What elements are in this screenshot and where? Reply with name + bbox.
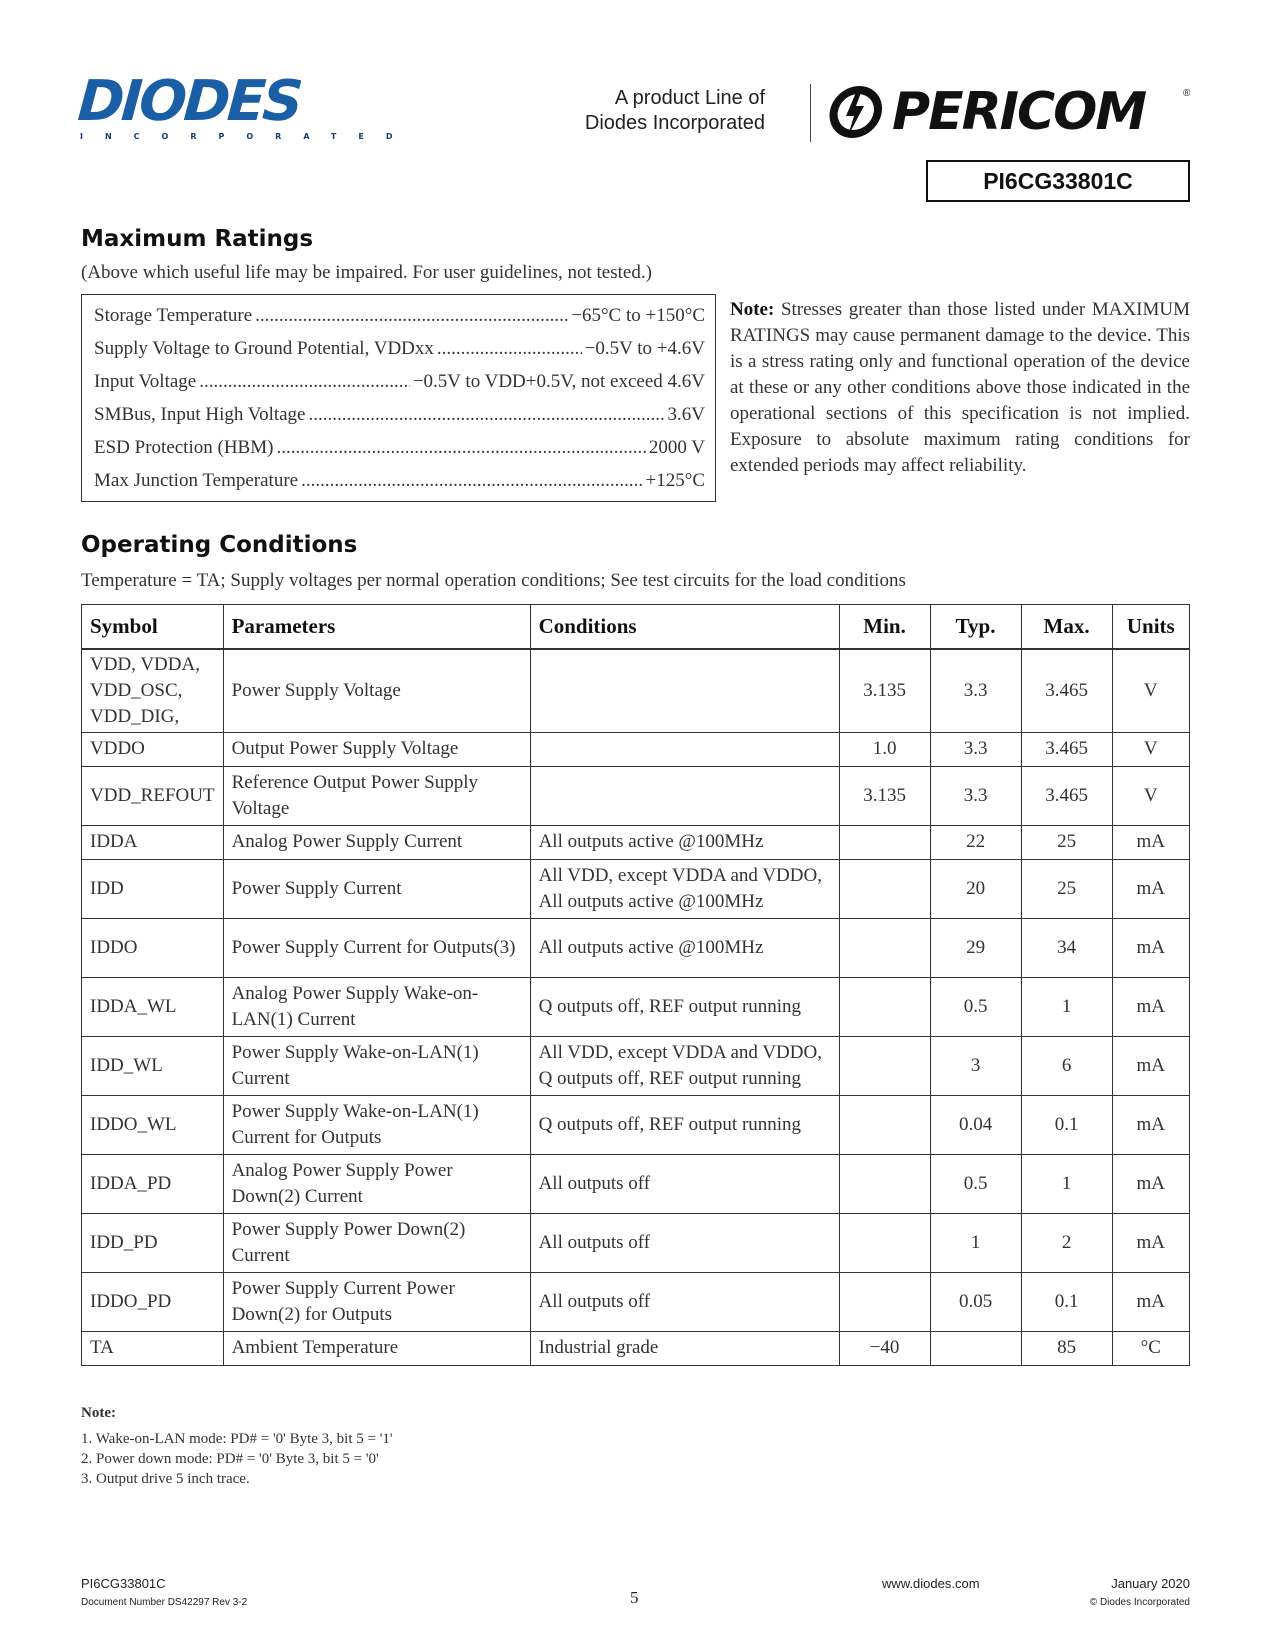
condition-cell: All VDD, except VDDA and VDDO, Q outputs off, REF output running: [530, 1036, 839, 1095]
parameter-cell: Power Supply Current for Outputs(3): [223, 918, 530, 977]
condition-cell: All outputs off: [530, 1154, 839, 1213]
typ-cell: 0.04: [930, 1095, 1021, 1154]
symbol-cell: IDD: [82, 859, 224, 918]
min-cell: [839, 825, 930, 859]
max-cell: 34: [1021, 918, 1112, 977]
typ-cell: 1: [930, 1213, 1021, 1272]
ratings-box: [81, 294, 716, 502]
rating-value: 3.6V: [667, 404, 705, 425]
typ-cell: 29: [930, 918, 1021, 977]
header-conditions: Conditions: [530, 605, 839, 650]
max-cell: 3.465: [1021, 766, 1112, 825]
rating-value: −0.5V to VDD+0.5V, not exceed 4.6V: [412, 371, 705, 392]
rating-row: [94, 398, 705, 431]
min-cell: [839, 859, 930, 918]
parameter-cell: Ambient Temperature: [223, 1331, 530, 1365]
rating-value: 2000 V: [648, 437, 705, 458]
rating-label: Supply Voltage to Ground Potential, VDDxx: [94, 338, 434, 359]
condition-cell: All outputs active @100MHz: [530, 825, 839, 859]
note-item: 2. Power down mode: PD# = '0' Byte 3, bit 5 = '0': [81, 1451, 379, 1467]
rating-row: [94, 299, 705, 332]
min-cell: 3.135: [839, 766, 930, 825]
units-cell: V: [1112, 766, 1189, 825]
table-header-row: [82, 605, 1190, 650]
typ-cell: 0.05: [930, 1272, 1021, 1331]
parameter-cell: Analog Power Supply Power Down(2) Current: [223, 1154, 530, 1213]
typ-cell: 0.5: [930, 1154, 1021, 1213]
typ-cell: 3.3: [930, 732, 1021, 766]
min-cell: [839, 1213, 930, 1272]
min-cell: 1.0: [839, 732, 930, 766]
rating-label: ESD Protection (HBM): [94, 437, 274, 458]
max-cell: 0.1: [1021, 1095, 1112, 1154]
units-cell: V: [1112, 732, 1189, 766]
footer-page-number: 5: [630, 1588, 639, 1607]
parameter-cell: Power Supply Wake-on-LAN(1) Current for Outputs: [223, 1095, 530, 1154]
min-cell: −40: [839, 1331, 930, 1365]
symbol-cell: IDDO: [82, 918, 224, 977]
footer-copyright: © Diodes Incorporated: [1089, 1597, 1190, 1608]
condition-cell: Q outputs off, REF output running: [530, 1095, 839, 1154]
leader-dots: [199, 365, 410, 398]
parameter-cell: Power Supply Current Power Down(2) for Outputs: [223, 1272, 530, 1331]
product-line-2: Diodes Incorporated: [584, 112, 765, 134]
symbol-cell: IDD_WL: [82, 1036, 224, 1095]
header-max: Max.: [1021, 605, 1112, 650]
condition-cell: [530, 649, 839, 732]
table-notes: [81, 1403, 393, 1489]
parameter-cell: Power Supply Wake-on-LAN(1) Current: [223, 1036, 530, 1095]
units-cell: mA: [1112, 1036, 1189, 1095]
parameter-cell: Power Supply Voltage: [223, 649, 530, 732]
min-cell: [839, 1154, 930, 1213]
rating-label: Input Voltage: [94, 371, 197, 392]
notes-title: Note:: [81, 1405, 116, 1421]
typ-cell: 3.3: [930, 766, 1021, 825]
condition-cell: All outputs active @100MHz: [530, 918, 839, 977]
condition-cell: [530, 732, 839, 766]
diodes-logo-word: DIODES: [75, 69, 303, 134]
parameter-cell: Reference Output Power Supply Voltage: [223, 766, 530, 825]
units-cell: V: [1112, 649, 1189, 732]
typ-cell: 22: [930, 825, 1021, 859]
typ-cell: 3.3: [930, 649, 1021, 732]
symbol-text: VDD, VDDA, VDD_OSC, VDD_DIG,: [90, 653, 200, 727]
leader-dots: [437, 332, 582, 365]
table-row: [82, 766, 1190, 825]
max-cell: 6: [1021, 1036, 1112, 1095]
footer-website-link[interactable]: www.diodes.com: [882, 1576, 980, 1591]
max-ratings-subtitle: (Above which useful life may be impaired. For user guidelines, not tested.): [81, 262, 652, 283]
header-symbol: Symbol: [82, 605, 224, 650]
note-item: 1. Wake-on-LAN mode: PD# = '0' Byte 3, bit 5 = '1': [81, 1431, 393, 1447]
rating-label: Max Junction Temperature: [94, 470, 299, 491]
table-row: [82, 649, 1190, 732]
product-line-1: A product Line of: [614, 87, 765, 109]
units-cell: °C: [1112, 1331, 1189, 1365]
operating-conditions-title: Operating Conditions: [81, 532, 358, 558]
table-row: [82, 732, 1190, 766]
pericom-logo-word: PERICOM: [892, 82, 1146, 142]
typ-cell: 0.5: [930, 977, 1021, 1036]
parameter-cell: Analog Power Supply Wake-on-LAN(1) Current: [223, 977, 530, 1036]
leader-dots: [276, 431, 645, 464]
registered-mark: ®: [1183, 88, 1191, 99]
table-row: [82, 1095, 1190, 1154]
max-ratings-note: [730, 297, 1190, 479]
header-units: Units: [1112, 605, 1189, 650]
symbol-cell: VDDO: [82, 732, 224, 766]
symbol-cell: IDD_PD: [82, 1213, 224, 1272]
leader-dots: [255, 299, 568, 332]
min-cell: [839, 918, 930, 977]
symbol-cell: VDD_REFOUT: [82, 766, 224, 825]
symbol-cell: IDDO_WL: [82, 1095, 224, 1154]
symbol-cell: IDDA_WL: [82, 977, 224, 1036]
symbol-cell: TA: [82, 1331, 224, 1365]
min-cell: [839, 977, 930, 1036]
condition-cell: Industrial grade: [530, 1331, 839, 1365]
leader-dots: [309, 398, 665, 431]
parameter-cell: Output Power Supply Voltage: [223, 732, 530, 766]
max-cell: 2: [1021, 1213, 1112, 1272]
units-cell: mA: [1112, 1213, 1189, 1272]
max-cell: 1: [1021, 977, 1112, 1036]
pericom-logo-mark-icon: [824, 82, 884, 142]
part-number-box: PI6CG33801C: [926, 160, 1190, 202]
operating-conditions-subtitle: Temperature = TA; Supply voltages per normal operation conditions; See test circuits for the load conditions: [81, 570, 906, 591]
table-row: [82, 1036, 1190, 1095]
min-cell: [839, 1095, 930, 1154]
units-cell: mA: [1112, 977, 1189, 1036]
header-min: Min.: [839, 605, 930, 650]
units-cell: mA: [1112, 918, 1189, 977]
condition-cell: All outputs off: [530, 1213, 839, 1272]
rating-row: [94, 365, 705, 398]
rating-row: [94, 431, 705, 464]
rating-row: [94, 464, 705, 497]
table-row: [82, 1272, 1190, 1331]
parameter-cell: Analog Power Supply Current: [223, 825, 530, 859]
units-cell: mA: [1112, 859, 1189, 918]
table-row: [82, 859, 1190, 918]
condition-cell: Q outputs off, REF output running: [530, 977, 839, 1036]
typ-cell: [930, 1331, 1021, 1365]
rating-row: [94, 332, 705, 365]
footer-date: January 2020: [1111, 1576, 1190, 1591]
min-cell: [839, 1036, 930, 1095]
units-cell: mA: [1112, 825, 1189, 859]
symbol-cell: IDDA: [82, 825, 224, 859]
table-row: [82, 1331, 1190, 1365]
note-label: Note:: [730, 299, 775, 320]
units-cell: mA: [1112, 1095, 1189, 1154]
max-cell: 85: [1021, 1331, 1112, 1365]
max-cell: 25: [1021, 825, 1112, 859]
max-cell: 3.465: [1021, 649, 1112, 732]
rating-value: +125°C: [645, 470, 705, 491]
max-cell: 1: [1021, 1154, 1112, 1213]
condition-cell: All VDD, except VDDA and VDDO, All outputs active @100MHz: [530, 859, 839, 918]
units-cell: mA: [1112, 1154, 1189, 1213]
rating-label: Storage Temperature: [94, 305, 253, 326]
symbol-cell: IDDA_PD: [82, 1154, 224, 1213]
max-cell: 0.1: [1021, 1272, 1112, 1331]
table-row: [82, 1154, 1190, 1213]
parameter-cell: Power Supply Current: [223, 859, 530, 918]
header-parameters: Parameters: [223, 605, 530, 650]
units-cell: mA: [1112, 1272, 1189, 1331]
typ-cell: 3: [930, 1036, 1021, 1095]
typ-cell: 20: [930, 859, 1021, 918]
table-row: [82, 1213, 1190, 1272]
rating-label: SMBus, Input High Voltage: [94, 404, 306, 425]
max-cell: 3.465: [1021, 732, 1112, 766]
leader-dots: [301, 464, 642, 497]
min-cell: [839, 1272, 930, 1331]
rating-value: −0.5V to +4.6V: [584, 338, 705, 359]
rating-value: −65°C to +150°C: [571, 305, 705, 326]
diodes-logo: [75, 69, 415, 141]
product-line-text: [585, 86, 765, 136]
header-typ: Typ.: [930, 605, 1021, 650]
table-row: [82, 825, 1190, 859]
max-cell: 25: [1021, 859, 1112, 918]
footer-doc-number: Document Number DS42297 Rev 3-2: [81, 1597, 248, 1608]
table-row: [82, 918, 1190, 977]
max-ratings-title: Maximum Ratings: [81, 226, 314, 252]
note-text: Stresses greater than those listed under MAXIMUM RATINGS may cause permanent damage to the device. This is a stress rating only and functional operation of the device at these or any other conditions above those indicated in the operational sections of this specification is not implied. Exposure to absolute maximum rating conditions for extended periods may affect reliability.: [730, 299, 1191, 476]
symbol-cell: IDDO_PD: [82, 1272, 224, 1331]
parameter-cell: Power Supply Power Down(2) Current: [223, 1213, 530, 1272]
table-row: [82, 977, 1190, 1036]
note-item: 3. Output drive 5 inch trace.: [81, 1471, 250, 1487]
operating-conditions-table: [81, 604, 1190, 1366]
footer-part-number: PI6CG33801C: [81, 1576, 166, 1591]
symbol-cell: [82, 649, 224, 732]
header-divider: [810, 84, 811, 142]
min-cell: 3.135: [839, 649, 930, 732]
condition-cell: [530, 766, 839, 825]
condition-cell: All outputs off: [530, 1272, 839, 1331]
diodes-logo-subtitle: INCORPORATED: [80, 132, 415, 141]
